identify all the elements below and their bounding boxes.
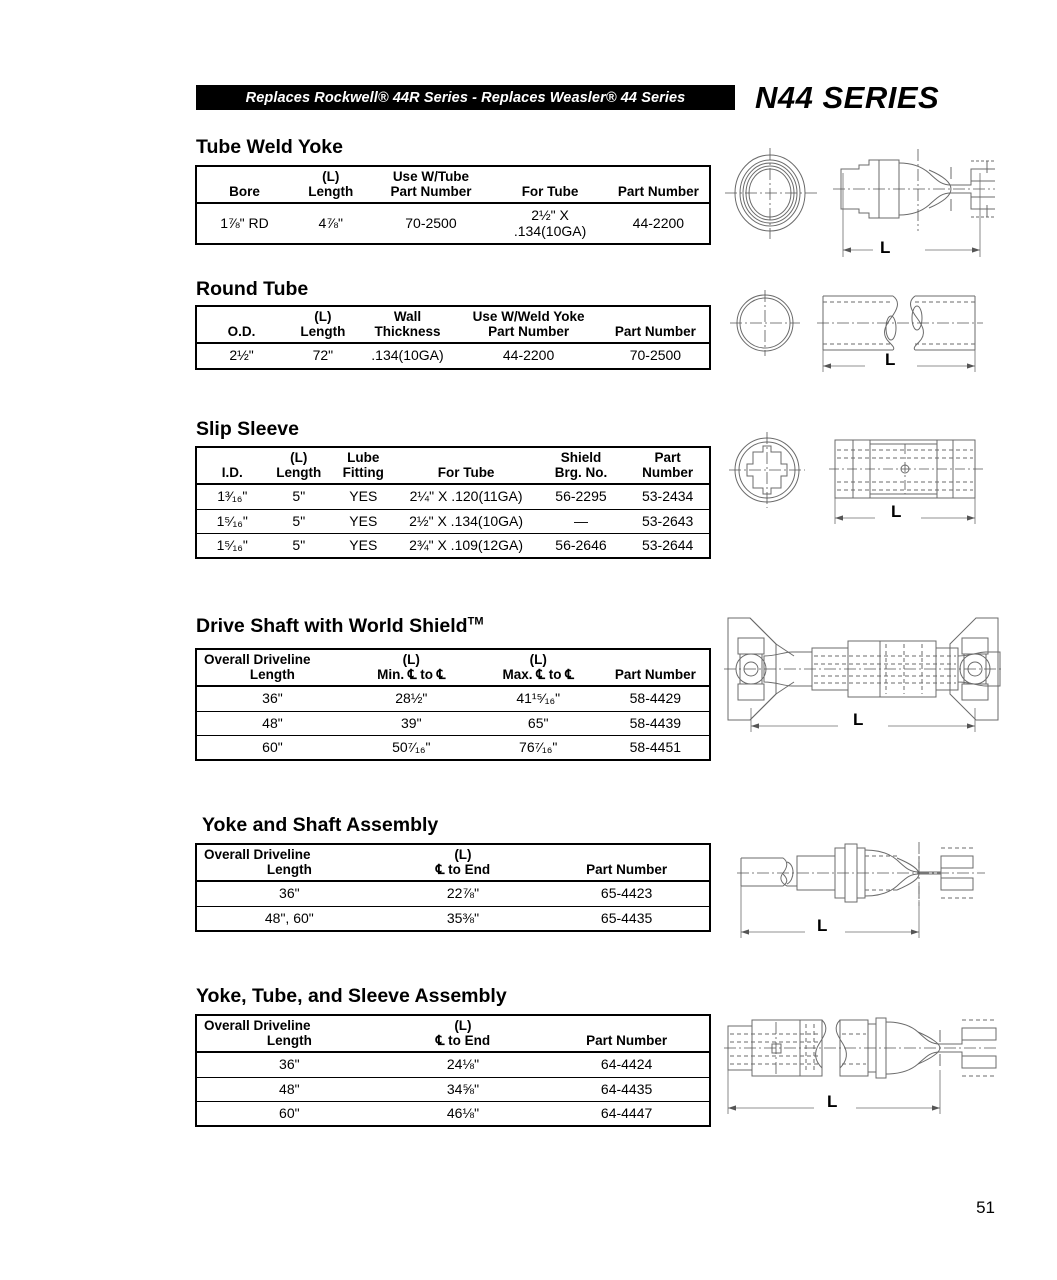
- col-head-lube-fitting: Lube Fitting: [330, 448, 397, 484]
- cell-min-cl-to-cl: 39": [348, 711, 475, 735]
- table-row: [197, 533, 709, 557]
- cell-id: 1³⁄₁₆": [217, 488, 248, 505]
- cell-part-number: 65-4435: [544, 906, 709, 930]
- cell-overall-driveline-length: 60": [197, 735, 348, 759]
- table-row: [197, 1077, 709, 1101]
- cell-use-with-weld-yoke-pn: 44-2200: [502, 347, 555, 364]
- series-title: N44 SERIES: [755, 80, 940, 115]
- cell-part-number: 58-4439: [602, 711, 709, 735]
- cell-part-number: 58-4451: [602, 735, 709, 759]
- section-title-yoke-and-shaft-assembly: Yoke and Shaft Assembly: [202, 814, 439, 836]
- tube-weld-yoke-drawing: [725, 145, 995, 275]
- col-head-for-tube: For Tube: [492, 167, 607, 203]
- yoke-and-shaft-assembly-drawing: [735, 840, 995, 945]
- table-header-row: [197, 167, 709, 203]
- cell-lube-fitting: YES: [330, 509, 397, 533]
- section-title-drive-shaft: [196, 615, 483, 638]
- cell-part-number: 64-4447: [544, 1101, 709, 1125]
- cell-overall-driveline-length: 60": [197, 1101, 382, 1125]
- section-title-slip-sleeve: Slip Sleeve: [196, 418, 299, 440]
- section-title-yoke-tube-sleeve-assembly: Yoke, Tube, and Sleeve Assembly: [196, 985, 507, 1007]
- cell-length: 4⅞": [318, 214, 343, 231]
- col-head-min-cl-to-cl: (L) Min. ℄ to ℄: [348, 650, 475, 686]
- cell-lube-fitting: YES: [330, 533, 397, 557]
- table-header-row: [197, 650, 709, 686]
- dimension-label-L: L: [827, 1092, 838, 1111]
- cell-max-cl-to-cl: 65": [475, 711, 602, 735]
- yoke-tube-sleeve-assembly-drawing: [722, 1012, 1002, 1120]
- table-header-row: [197, 448, 709, 484]
- col-head-shield-brg-no: Shield Brg. No.: [536, 448, 627, 484]
- table-row: [197, 1101, 709, 1125]
- table-row: [197, 343, 709, 367]
- cell-part-number: 53-2643: [626, 509, 709, 533]
- dimension-label-L: L: [817, 916, 828, 935]
- cell-length: 5": [268, 533, 330, 557]
- cell-bore: 1⅞" RD: [220, 214, 269, 231]
- cell-cl-to-end: 46⅛": [382, 1101, 545, 1125]
- col-head-part-number: Part Number: [602, 307, 709, 343]
- cell-part-number: 53-2644: [626, 533, 709, 557]
- cell-shield-brg-no: 56-2646: [536, 533, 627, 557]
- cell-part-number: 44-2200: [632, 214, 685, 231]
- dimension-label-L: L: [853, 710, 864, 729]
- table-slip-sleeve: [195, 446, 711, 559]
- table-yoke-and-shaft-assembly: [195, 843, 711, 932]
- cell-part-number: 64-4435: [544, 1077, 709, 1101]
- cell-length: 72": [312, 347, 334, 364]
- cell-wall-thickness: .134(10GA): [371, 347, 444, 364]
- col-head-overall-driveline-length: Overall Driveline Length: [197, 1016, 382, 1052]
- replaces-banner-text: Replaces Rockwell® 44R Series - Replaces Weasler® 44 Series: [245, 89, 686, 106]
- table-round-tube: [195, 305, 711, 370]
- col-head-max-cl-to-cl: (L) Max. ℄ to ℄: [475, 650, 602, 686]
- page-number: 51: [976, 1198, 995, 1217]
- cell-cl-to-end: 34⅝": [382, 1077, 545, 1101]
- cell-min-cl-to-cl: 50⁷⁄₁₆": [348, 735, 475, 759]
- cell-id: 1⁵⁄₁₆": [197, 509, 268, 533]
- table-row: [197, 1052, 709, 1077]
- col-head-id: I.D.: [197, 448, 268, 484]
- drive-shaft-world-shield-drawing: [718, 608, 1008, 736]
- table-row: [197, 509, 709, 533]
- cell-overall-driveline-length: 48": [197, 711, 348, 735]
- col-head-use-with-weld-yoke-pn: Use W/Weld Yoke Part Number: [455, 307, 602, 343]
- cell-overall-driveline-length: 36": [279, 1056, 300, 1073]
- cell-overall-driveline-length: 36": [279, 885, 300, 902]
- col-head-cl-to-end: (L) ℄ to End: [382, 1016, 545, 1052]
- table-drive-shaft-world-shield: [195, 648, 711, 761]
- cell-for-tube: 2½" X .134(10GA): [397, 509, 536, 533]
- col-head-overall-driveline-length: Overall Driveline Length: [197, 845, 382, 881]
- cell-for-tube: 2¼" X .120(11GA): [409, 488, 523, 505]
- table-row: [197, 686, 709, 711]
- col-head-part-number: Part Number: [602, 650, 709, 686]
- cell-overall-driveline-length: 36": [262, 690, 283, 707]
- cell-lube-fitting: YES: [349, 488, 378, 505]
- table-tube-weld-yoke: [195, 165, 711, 245]
- cell-cl-to-end: 24⅛": [446, 1056, 480, 1073]
- dimension-label-L: L: [891, 502, 902, 521]
- table-header-row: [197, 1016, 709, 1052]
- table-row: [197, 881, 709, 906]
- col-head-part-number: Part Number: [626, 448, 709, 484]
- cell-shield-brg-no: —: [536, 509, 627, 533]
- cell-length: 5": [268, 509, 330, 533]
- col-head-length: (L) Length: [286, 307, 360, 343]
- section-title-round-tube: Round Tube: [196, 278, 309, 300]
- cell-part-number: 65-4423: [600, 885, 653, 902]
- col-head-part-number: Part Number: [544, 845, 709, 881]
- cell-for-tube: 2¾" X .109(12GA): [397, 533, 536, 557]
- table-row: [197, 203, 709, 243]
- cell-max-cl-to-cl: 41¹⁵⁄₁₆": [516, 690, 561, 707]
- replaces-banner: [196, 85, 735, 110]
- cell-shield-brg-no: 56-2295: [555, 488, 607, 505]
- cell-for-tube: 2½" X .134(10GA): [513, 207, 587, 239]
- col-head-length: (L) Length: [268, 448, 330, 484]
- cell-part-number: 53-2434: [641, 488, 694, 505]
- round-tube-drawing: [725, 288, 995, 378]
- cell-od: 2½": [229, 347, 254, 364]
- cell-part-number: 70-2500: [629, 347, 682, 364]
- slip-sleeve-drawing: [725, 428, 995, 533]
- cell-cl-to-end: 35⅜": [382, 906, 545, 930]
- col-head-length: (L) Length: [292, 167, 370, 203]
- col-head-part-number: Part Number: [544, 1016, 709, 1052]
- dimension-label-L: L: [880, 238, 891, 257]
- cell-use-with-tube-pn: 70-2500: [405, 214, 457, 231]
- col-head-use-with-tube-pn: Use W/Tube Part Number: [370, 167, 493, 203]
- dimension-label-L: L: [885, 350, 896, 369]
- col-head-for-tube: For Tube: [397, 448, 536, 484]
- table-header-row: [197, 845, 709, 881]
- table-row: [197, 711, 709, 735]
- cell-overall-driveline-length: 48": [197, 1077, 382, 1101]
- section-title-tube-weld-yoke: Tube Weld Yoke: [196, 136, 344, 158]
- cell-overall-driveline-length: 48", 60": [197, 906, 382, 930]
- trademark-mark: TM: [467, 615, 484, 628]
- table-row: [197, 906, 709, 930]
- col-head-bore: Bore: [197, 167, 292, 203]
- table-yoke-tube-sleeve-assembly: [195, 1014, 711, 1127]
- cell-cl-to-end: 22⅞": [446, 885, 480, 902]
- col-head-cl-to-end: (L) ℄ to End: [382, 845, 545, 881]
- cell-part-number: 64-4424: [600, 1056, 653, 1073]
- col-head-od: O.D.: [197, 307, 286, 343]
- col-head-wall-thickness: Wall Thickness: [360, 307, 456, 343]
- cell-id: 1⁵⁄₁₆": [197, 533, 268, 557]
- table-row: [197, 484, 709, 509]
- cell-max-cl-to-cl: 76⁷⁄₁₆": [475, 735, 602, 759]
- table-header-row: [197, 307, 709, 343]
- cell-min-cl-to-cl: 28½": [395, 690, 428, 707]
- cell-part-number: 58-4429: [629, 690, 682, 707]
- col-head-part-number: Part Number: [608, 167, 709, 203]
- cell-length: 5": [292, 488, 306, 505]
- table-row: [197, 735, 709, 759]
- col-head-overall-driveline-length: Overall Driveline Length: [197, 650, 348, 686]
- section-title-text: Drive Shaft with World Shield: [196, 615, 468, 637]
